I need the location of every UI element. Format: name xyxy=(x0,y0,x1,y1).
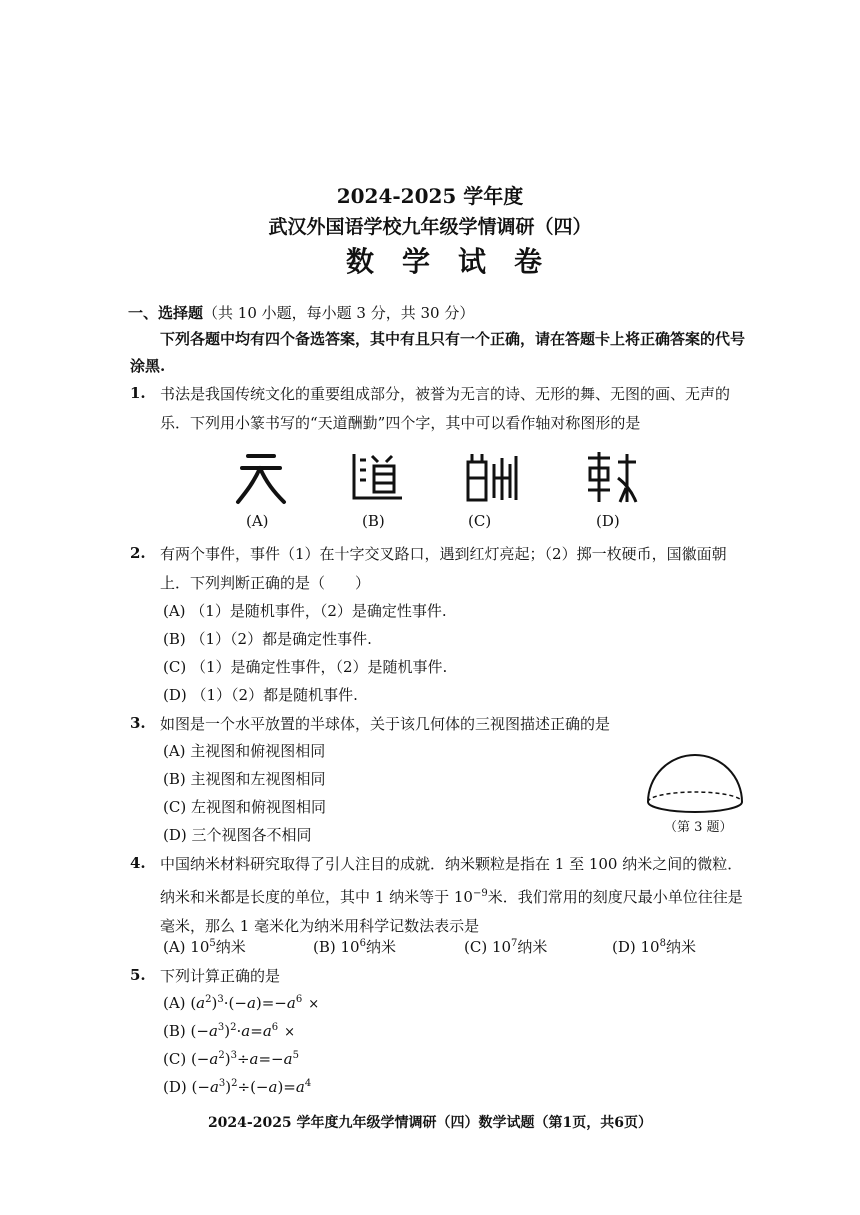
q3-figure-caption: （第 3 题） xyxy=(664,820,733,835)
q2-option-a: (A) （1）是随机事件，（2）是确定性事件. xyxy=(163,602,447,620)
q2-option-b: (B) （1）（2）都是确定性事件. xyxy=(163,630,372,648)
q5-option-a: (A) $(a^2)^3\cdot(-a)=-a^6$ × xyxy=(163,994,320,1012)
section-instruction: 下列各题中均有四个备选答案，其中有且只有一个正确，请在答题卡上将正确答案的代号涂黑. xyxy=(130,330,746,375)
q4-text-part1: 中国纳米材料研究取得了引人注目的成就．纳米颗粒是指在 1 至 100 纳米之间的微粒．纳米和米都是长度的单位，其中 1 纳米等于 10 xyxy=(160,855,743,906)
q4-text xyxy=(160,850,745,941)
q2-number: 2. xyxy=(130,544,146,562)
q5-d-label: (D) xyxy=(163,1078,187,1096)
seal-tian-icon xyxy=(230,448,290,508)
exam-subject-title: 数学试卷 xyxy=(345,245,570,278)
q1-label-c: (C) xyxy=(468,512,492,530)
q4-d-label: (D) 10 xyxy=(612,938,660,956)
q4-a-exp: 5 xyxy=(209,938,216,949)
q4-b-label: (B) 10 xyxy=(313,938,360,956)
section-heading xyxy=(128,302,474,323)
q5-b-label: (B) xyxy=(163,1022,186,1040)
q4-d-unit: 纳米 xyxy=(665,938,696,956)
q4-exponent: −9 xyxy=(472,888,488,899)
q5-a-label: (A) xyxy=(163,994,186,1012)
q3-option-a: (A) 主视图和俯视图相同 xyxy=(163,742,326,760)
q4-a-label: (A) 10 xyxy=(163,938,210,956)
q1-label-a: (A) xyxy=(246,512,269,530)
q3-option-b: (B) 主视图和左视图相同 xyxy=(163,770,326,788)
q5-option-d: (D) $(-a^3)^2\div(-a)=a^4$ xyxy=(163,1078,312,1096)
seal-qin-icon xyxy=(582,448,642,508)
page-footer: 2024-2025 学年度九年级学情调研（四）数学试题（第1页，共6页） xyxy=(207,1115,653,1131)
q4-text-part2: 米．我们常用的刻度尺最小单位往往是毫米，那么 1 毫米化为纳米用科学记数法表示是 xyxy=(160,888,743,935)
q4-c-label: (C) 10 xyxy=(464,938,512,956)
q5-a-mark: × xyxy=(308,997,320,1012)
q5-c-label: (C) xyxy=(163,1050,187,1068)
q4-option-c xyxy=(464,936,547,957)
hemisphere-figure xyxy=(640,740,750,820)
q1-number: 1. xyxy=(130,384,146,402)
q5-text: 下列计算正确的是 xyxy=(160,967,281,985)
q4-a-unit: 纳米 xyxy=(215,938,246,956)
q5-option-c: (C) $(-a^2)^3\div a=-a^5$ xyxy=(163,1050,299,1068)
seal-chou-icon xyxy=(462,448,522,508)
exam-school-title: 武汉外国语学校九年级学情调研（四） xyxy=(268,216,592,238)
q4-c-exp: 7 xyxy=(511,938,518,949)
q4-option-d xyxy=(612,936,696,957)
q4-c-unit: 纳米 xyxy=(517,938,548,956)
q2-option-c: (C) （1）是确定性事件，（2）是随机事件. xyxy=(163,658,448,676)
q4-option-a xyxy=(163,936,246,957)
q2-text: 有两个事件，事件（1）在十字交叉路口，遇到红灯亮起；（2）掷一枚硬币，国徽面朝上．下列判断正确的是（ ） xyxy=(160,545,727,592)
q1-text: 书法是我国传统文化的重要组成部分，被誉为无言的诗、无形的舞、无图的画、无声的乐．下列用小篆书写的“天道酬勤”四个字，其中可以看作轴对称图形的是 xyxy=(160,385,731,432)
q3-number: 3. xyxy=(130,714,146,732)
q3-option-c: (C) 左视图和俯视图相同 xyxy=(163,798,326,816)
exam-year: 2024-2025 学年度 xyxy=(336,184,524,208)
q4-b-unit: 纳米 xyxy=(365,938,396,956)
q5-b-mark: × xyxy=(284,1025,296,1040)
q4-option-b xyxy=(313,936,396,957)
q3-text: 如图是一个水平放置的半球体，关于该几何体的三视图描述正确的是 xyxy=(160,715,611,733)
q5-option-b: (B) $(-a^3)^2\cdot a=a^6$ × xyxy=(163,1022,296,1040)
q5-number: 5. xyxy=(130,966,146,984)
q1-label-b: (B) xyxy=(362,512,385,530)
seal-dao-icon xyxy=(348,448,408,508)
section-note: （共 10 小题，每小题 3 分，共 30 分） xyxy=(203,304,475,322)
q4-d-exp: 8 xyxy=(659,938,666,949)
q2-option-d: (D) （1）（2）都是随机事件. xyxy=(163,686,358,704)
q3-option-d: (D) 三个视图各不相同 xyxy=(163,826,312,844)
section-title: 一、选择题 xyxy=(128,304,204,322)
q1-label-d: (D) xyxy=(596,512,620,530)
q4-b-exp: 6 xyxy=(359,938,366,949)
q1-seal-images xyxy=(230,448,650,508)
q4-number: 4. xyxy=(130,854,146,872)
